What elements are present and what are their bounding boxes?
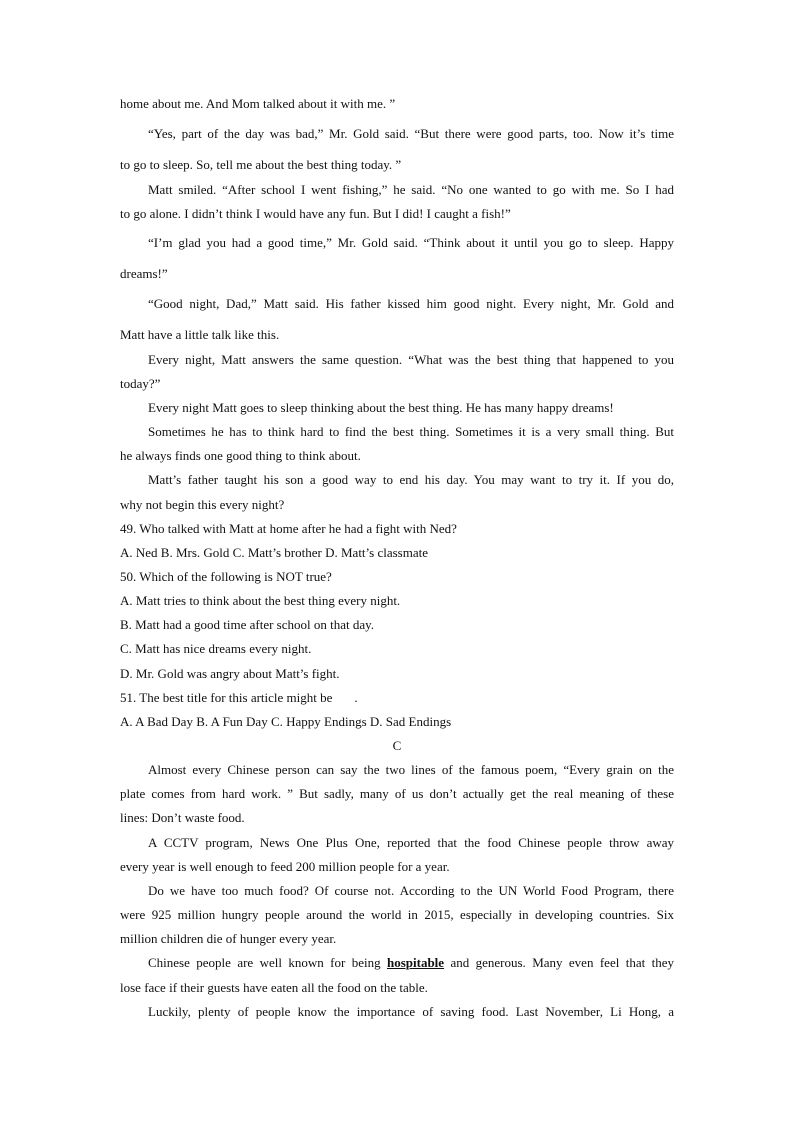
paragraph-line: “I’m glad you had a good time,” Mr. Gold said. “Think about it until you go to sleep. Happy xyxy=(148,235,674,250)
key-word-hospitable: hospitable xyxy=(386,955,445,970)
paragraph-line: A CCTV program, News One Plus One, reported that the food Chinese people throw away xyxy=(148,835,674,850)
line-text: Chinese people are well known for being xyxy=(148,955,387,970)
question-51-options: A. A Bad Day B. A Fun Day C. Happy Endings D. Sad Endings xyxy=(120,714,452,729)
paragraph-line: dreams!” xyxy=(120,266,168,281)
paragraph-line: Almost every Chinese person can say the two lines of the famous poem, “Every grain on the xyxy=(148,762,674,777)
paragraph-line: “Yes, part of the day was bad,” Mr. Gold said. “But there were good parts, too. Now it’s time xyxy=(148,126,674,141)
question-50-option-c: C. Matt has nice dreams every night. xyxy=(120,641,312,656)
paragraph-line: plate comes from hard work. ” But sadly, many of us don’t actually get the real meaning of these xyxy=(120,786,674,801)
paragraph-line: today?” xyxy=(120,376,161,391)
paragraph-line: he always finds one good thing to think about. xyxy=(120,448,361,463)
paragraph-line: to go to sleep. So, tell me about the best thing today. ” xyxy=(120,157,402,172)
paragraph-line: lines: Don’t waste food. xyxy=(120,810,245,825)
question-51-stem-text: 51. The best title for this article might be xyxy=(120,690,333,705)
paragraph-line: Every night, Matt answers the same question. “What was the best thing that happened to you xyxy=(148,352,674,367)
paragraph-line: lose face if their guests have eaten all the food on the table. xyxy=(120,980,428,995)
question-49-stem: 49. Who talked with Matt at home after he had a fight with Ned? xyxy=(120,521,457,536)
paragraph-line: were 925 million hungry people around the world in 2015, especially in developing countries. Six xyxy=(120,907,674,922)
paragraph-line: Matt smiled. “After school I went fishing,” he said. “No one wanted to go with me. So I had xyxy=(148,182,674,197)
question-51-stem xyxy=(120,690,674,706)
paragraph-line: why not begin this every night? xyxy=(120,497,285,512)
question-50-option-b: B. Matt had a good time after school on that day. xyxy=(120,617,375,632)
question-51-stem-end: . xyxy=(354,690,358,705)
question-49-options: A. Ned B. Mrs. Gold C. Matt’s brother D. Matt’s classmate xyxy=(120,545,428,560)
paragraph-line: home about me. And Mom talked about it with me. ” xyxy=(120,96,396,111)
paragraph-line: to go alone. I didn’t think I would have any fun. But I did! I caught a fish!” xyxy=(120,206,511,221)
document-page xyxy=(120,0,674,1123)
paragraph-line: Every night Matt goes to sleep thinking about the best thing. He has many happy dreams! xyxy=(148,400,614,415)
paragraph-line: million children die of hunger every year. xyxy=(120,931,337,946)
paragraph-line: Luckily, plenty of people know the importance of saving food. Last November, Li Hong, a xyxy=(148,1004,674,1019)
paragraph-line: Matt have a little talk like this. xyxy=(120,327,280,342)
question-50-option-a: A. Matt tries to think about the best thing every night. xyxy=(120,593,401,608)
question-50-option-d: D. Mr. Gold was angry about Matt’s fight. xyxy=(120,666,340,681)
paragraph-line: Sometimes he has to think hard to find the best thing. Sometimes it is a very small thing. But xyxy=(148,424,674,439)
paragraph-line: Matt’s father taught his son a good way to end his day. You may want to try it. If you do, xyxy=(148,472,674,487)
paragraph-line-hospitable xyxy=(148,955,674,971)
paragraph-line: Do we have too much food? Of course not. According to the UN World Food Program, there xyxy=(148,883,674,898)
section-heading-c: C xyxy=(392,738,402,753)
paragraph-line: every year is well enough to feed 200 million people for a year. xyxy=(120,859,450,874)
question-50-stem: 50. Which of the following is NOT true? xyxy=(120,569,332,584)
line-text: and generous. Many even feel that they xyxy=(444,955,674,970)
paragraph-line: “Good night, Dad,” Matt said. His father kissed him good night. Every night, Mr. Gold and xyxy=(148,296,674,311)
